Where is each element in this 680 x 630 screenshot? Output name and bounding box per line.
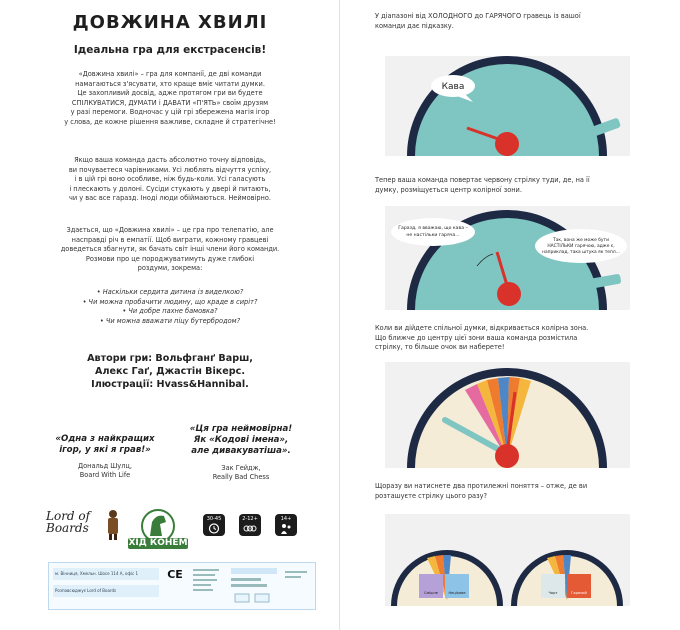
para3-line: доведеться збагнути, як бачать світ інші члени його команди. — [60, 245, 280, 254]
para2-line: чи у вас все гаразд. Іноді люди обіймаються. Неймовірно. — [68, 194, 271, 203]
para2-line: ви почуваєтеся чарівниками. Усі люблять відчуття успіху, — [68, 165, 272, 174]
illustration-panel-1 — [385, 56, 630, 156]
quote-line: «Ця гра неймовірна! — [189, 424, 293, 434]
caption-line: команди дає підказку. — [375, 21, 454, 30]
distributor-line: Розповсюджує Lord of Boards — [53, 585, 159, 597]
logo-line: Lord of — [46, 509, 91, 523]
credits-block — [38, 352, 302, 391]
dial-illustration-3 — [385, 362, 630, 468]
address-line: м. Вінниця, Хмельн. Шосе 114 А, офіс 1 — [53, 568, 159, 580]
author-line: Дональд Шулц, — [77, 462, 133, 470]
barcode-text-icon — [283, 569, 311, 599]
credits-line: Алекс Гаґ, Джастін Вікерс. — [95, 366, 245, 377]
question-list — [38, 288, 302, 326]
second-paragraph — [38, 156, 302, 204]
ce-mark: CE — [167, 568, 183, 581]
list-item: • Наскільки сердита дитина із виделкою? — [96, 288, 244, 296]
intro-line: «Довжина хвилі» – гра для компанії, де дві команди — [78, 70, 262, 78]
credits-line: Ілюстрації: Hvass&Hannibal. — [91, 379, 249, 390]
needle-hub — [495, 132, 519, 156]
credits-line: Автори гри: Вольфганґ Варш, — [87, 353, 253, 364]
needle-hub — [497, 282, 521, 306]
caption-line: думку, розміщується центр колірної зони. — [375, 185, 522, 194]
review-author-1 — [40, 462, 170, 480]
lord-figure-icon — [104, 508, 122, 540]
caption-line: Щоразу ви натиснете два протилежні поняття – отже, де ви — [375, 482, 588, 490]
dual-dial-illustration — [385, 514, 630, 606]
quote-line: але дивакуватіша». — [191, 446, 291, 456]
list-item: • Чи можна вважати піцу бутербродом? — [99, 316, 241, 325]
small-print-block-icon — [191, 567, 221, 603]
picto-label: 14+ — [280, 516, 292, 522]
bubble-text: не настільки гаряча... — [406, 233, 460, 238]
step-caption-4 — [375, 482, 640, 501]
bubble-text: Кава — [441, 82, 465, 92]
para3-line: роздуми, зокрема: — [137, 264, 203, 273]
recycling-info-icon — [229, 566, 279, 606]
third-paragraph — [38, 226, 302, 274]
review-quote-2 — [176, 424, 306, 457]
bubble-text: наприклад, така штука як тепл... — [542, 250, 620, 255]
quote-line: ігор, у які я грав!» — [59, 445, 151, 455]
card-label: Смішне — [423, 591, 439, 595]
author-line: Board With Life — [79, 471, 131, 479]
needle-hub — [495, 444, 519, 468]
list-item: • Чи добре пахне бамовка? — [122, 307, 218, 316]
players-badge — [239, 514, 261, 536]
bubble-text: Гаразд, я вважаю, що кава – — [398, 226, 468, 231]
dial-illustration-2 — [385, 206, 630, 310]
illustration-panel-2 — [385, 206, 630, 310]
caption-line: розташуєте стрілку цього разу? — [375, 491, 487, 500]
caption-line: Коли ви дійдете спільної думки, відкривається колірна зона. — [375, 324, 589, 332]
bubble-text: НАСТІЛЬКИ гарячою, адже є, — [547, 244, 615, 249]
card-label: Чорт — [548, 591, 558, 595]
card-label: Нецікаве — [448, 591, 466, 595]
para3-line: насправді річ в емпатії. Щоб виграти, кожному гравцеві — [71, 235, 269, 244]
play-time-badge — [203, 514, 225, 536]
illustration-panel-3 — [385, 362, 630, 468]
para3-line: Розмови про це породжуватимуть дуже глибокі — [85, 254, 255, 263]
page-subtitle: Ідеальна гра для екстрасенсів! — [73, 44, 267, 56]
caption-line: стрілку, то більше очок ви наберете! — [375, 343, 505, 352]
illustration-panel-4 — [385, 514, 630, 606]
review-author-2 — [176, 464, 306, 482]
card-label: Гарячий — [571, 591, 587, 595]
lord-of-boards-logo — [46, 510, 90, 534]
page-title: ДОВЖИНА ХВИЛІ — [72, 12, 268, 33]
intro-line: Це захопливий досвід, адже протягом гри ви будете — [77, 89, 263, 98]
intro-line: у слова, де кожне рішення важливе, складне й стратегічне! — [64, 117, 276, 126]
author-line: Зак Гейдж, — [221, 464, 261, 472]
review-quote-1 — [40, 434, 170, 456]
caption-line: У діапазоні від ХОЛОДНОГО до ГАРЯЧОГО гравець із вашої — [375, 12, 581, 20]
dial-illustration-1 — [385, 56, 630, 156]
clock-icon — [207, 523, 221, 534]
author-line: Really Bad Chess — [212, 473, 270, 481]
age-badge — [275, 514, 297, 536]
step-caption-2 — [375, 176, 640, 195]
quote-line: Як «Кодові імена», — [193, 435, 289, 445]
list-item: • Чи можна пробачити людину, що краде в сиріт? — [82, 297, 258, 306]
caption-line: Що ближче до центру цієї зони ваша команда розмістила — [375, 333, 578, 342]
age-icon — [279, 523, 293, 534]
para2-line: і в цій грі воно особливе, ніж будь-коли. Усі галасують — [74, 175, 266, 184]
para2-line: і плескають у долоні. Сусіди стукають у двері й питають, — [69, 184, 271, 193]
para3-line: Здається, що «Довжина хвилі» – це гра про телепатію, але — [66, 226, 274, 234]
right-page — [340, 0, 680, 630]
quote-line: «Одна з найкращих — [55, 434, 155, 444]
step-caption-1 — [375, 12, 640, 31]
legal-info-bar — [48, 562, 316, 610]
intro-line: СПІЛКУВАТИСЯ, ДУМАТИ і ДАВАТИ «П'ЯТЬ» своїм друзям — [71, 98, 269, 107]
picto-label: 30-45 — [206, 516, 222, 522]
para2-line: Якщо ваша команда дасть абсолютно точну відповідь, — [74, 156, 266, 164]
step-caption-3 — [375, 324, 640, 353]
intro-line: намагаються з'ясувати, хто краще вміє читати думки. — [75, 79, 265, 88]
intro-line: у разі перемоги. Водночас у цій грі збережена магія ігор — [70, 108, 270, 117]
logo-line: Boards — [46, 521, 89, 535]
picto-label: 2-12+ — [242, 516, 258, 522]
hid-konem-label: ХІД КОНЕМ — [128, 538, 188, 548]
caption-line: Тепер ваша команда повертає червону стрілку туди, де, на її — [375, 176, 590, 184]
bubble-text: Так, вона же може бути — [553, 238, 609, 243]
players-icon — [243, 523, 257, 534]
speech-bubble-left — [391, 218, 475, 246]
intro-paragraph — [38, 70, 302, 128]
